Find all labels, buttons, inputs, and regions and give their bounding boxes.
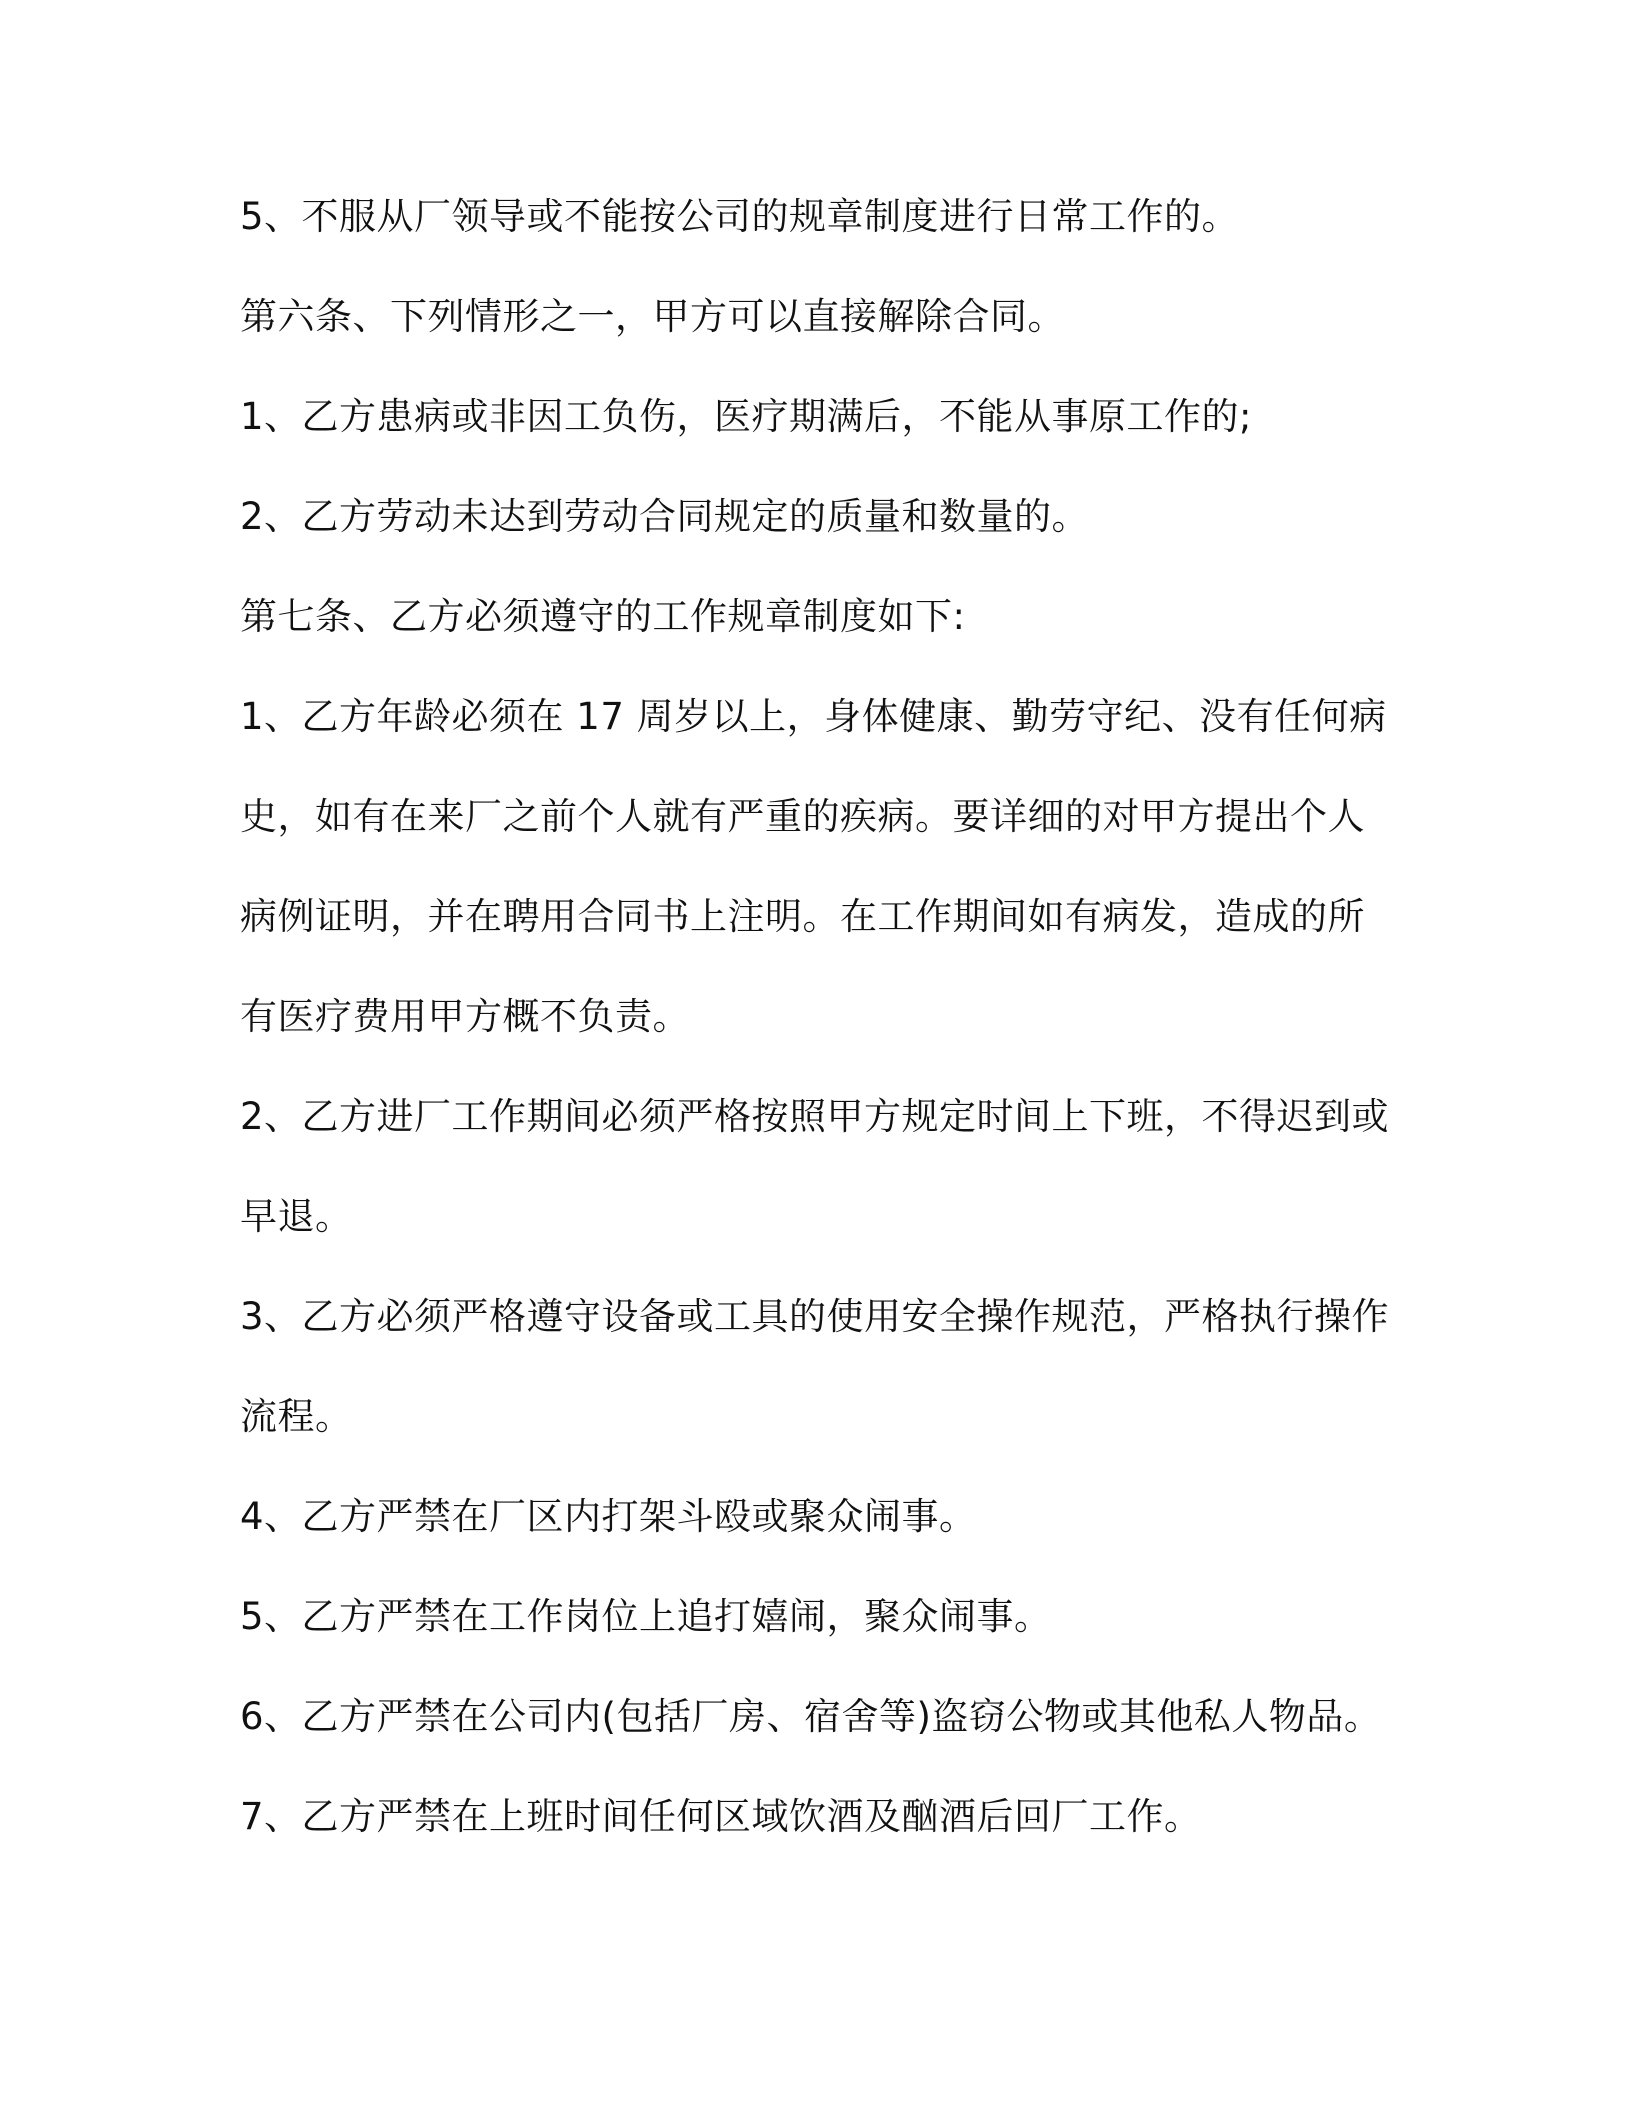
clause-line: 病例证明，并在聘用合同书上注明。在工作期间如有病发，造成的所	[240, 895, 1365, 938]
clause-line: 5、不服从厂领导或不能按公司的规章制度进行日常工作的。	[240, 195, 1240, 238]
clause-line: 2、乙方进厂工作期间必须严格按照甲方规定时间上下班，不得迟到或	[240, 1095, 1390, 1138]
clause-line: 1、乙方年龄必须在 17 周岁以上，身体健康、勤劳守纪、没有任何病	[240, 695, 1387, 738]
clause-line: 早退。	[240, 1195, 353, 1238]
clause-line: 4、乙方严禁在厂区内打架斗殴或聚众闹事。	[240, 1495, 977, 1538]
clause-line: 史，如有在来厂之前个人就有严重的疾病。要详细的对甲方提出个人	[240, 795, 1365, 838]
article-heading: 第六条、下列情形之一，甲方可以直接解除合同。	[240, 295, 1065, 338]
clause-line: 7、乙方严禁在上班时间任何区域饮酒及酗酒后回厂工作。	[240, 1795, 1202, 1838]
clause-line: 1、乙方患病或非因工负伤，医疗期满后，不能从事原工作的;	[240, 395, 1253, 438]
clause-line: 有医疗费用甲方概不负责。	[240, 995, 690, 1038]
clause-line: 6、乙方严禁在公司内(包括厂房、宿舍等)盗窃公物或其他私人物品。	[240, 1695, 1382, 1738]
clause-line: 2、乙方劳动未达到劳动合同规定的质量和数量的。	[240, 495, 1090, 538]
clause-line: 流程。	[240, 1395, 353, 1438]
clause-line: 5、乙方严禁在工作岗位上追打嬉闹，聚众闹事。	[240, 1595, 1052, 1638]
clause-line: 3、乙方必须严格遵守设备或工具的使用安全操作规范，严格执行操作	[240, 1295, 1390, 1338]
article-heading: 第七条、乙方必须遵守的工作规章制度如下:	[240, 595, 966, 638]
